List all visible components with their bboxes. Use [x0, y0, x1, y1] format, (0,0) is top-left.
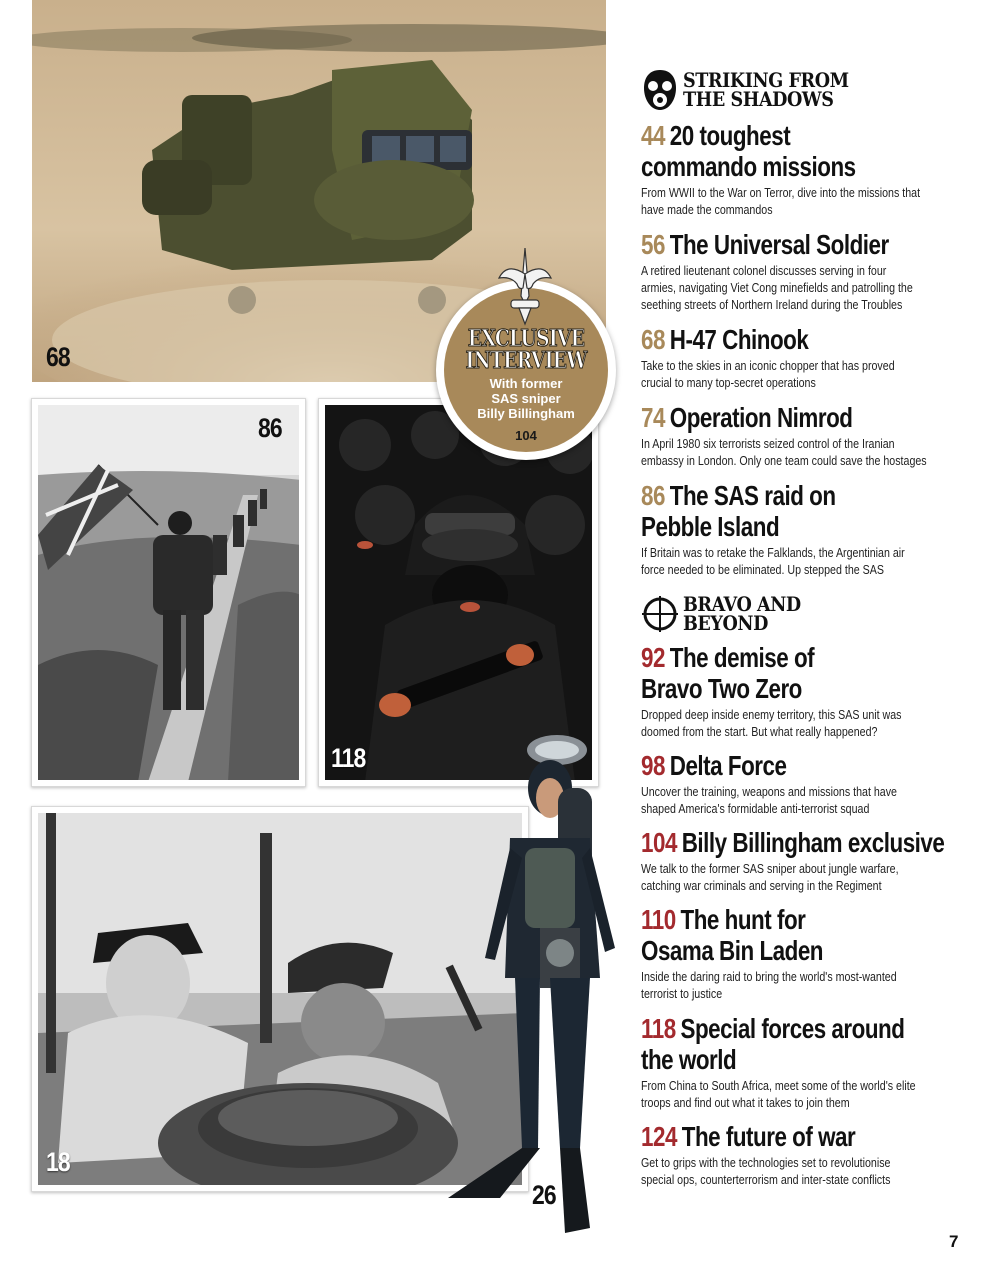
section-title-line2: THE SHADOWS [683, 87, 834, 111]
badge-subtitle [444, 376, 608, 421]
entry-title [641, 229, 937, 260]
entry-description [641, 1077, 940, 1111]
entry-description [641, 435, 940, 469]
entry-desc-line2: crucial to many top-secret operations [641, 375, 816, 390]
entry-title [641, 402, 937, 433]
contents-entry[interactable] [641, 402, 941, 469]
entry-desc-line2: catching war criminals and serving in the Regiment [641, 878, 882, 893]
entry-description [641, 968, 940, 1002]
entry-desc-line1: Inside the daring raid to bring the world's most-wanted [641, 969, 897, 984]
section-title-line2: BEYOND [683, 611, 768, 635]
badge-sub-line2: SAS sniper [491, 391, 561, 406]
entry-desc-line1: Uncover the training, weapons and missions that have [641, 784, 897, 799]
churchill-page-number: 18 [46, 1147, 70, 1177]
entry-desc-line1: From China to South Africa, meet some of the world's elite [641, 1078, 916, 1093]
entry-title-line1: Operation Nimrod [669, 402, 853, 433]
entry-description [641, 357, 940, 391]
diver-page-number: 26 [532, 1180, 556, 1210]
entry-title-line1: H-47 Chinook [669, 324, 809, 355]
entry-page-number: 110 [641, 904, 676, 935]
entry-title [641, 750, 937, 781]
entry-title-line1: Delta Force [669, 750, 787, 781]
entry-title-line1: Billy Billingham exclusive [681, 827, 945, 858]
contents-entry[interactable] [641, 229, 941, 313]
entry-desc-line1: From WWII to the War on Terror, dive into the missions that [641, 185, 921, 200]
entry-title [641, 120, 937, 182]
contents-entry[interactable] [641, 324, 941, 391]
entry-desc-line2: special ops, counterterrorism and inter-state conflicts [641, 1172, 891, 1187]
entry-description [641, 860, 940, 894]
sas-winged-dagger-icon [497, 244, 553, 328]
entry-desc-line1: If Britain was to retake the Falklands, the Argentinian air [641, 545, 905, 560]
badge-sub-line3: Billy Billingham [477, 406, 575, 421]
entry-page-number: 104 [641, 827, 677, 858]
diver-figure-image [440, 728, 640, 1233]
entry-desc-line3: seething streets of Northern Ireland during the Troubles [641, 297, 903, 312]
entry-page-number: 86 [641, 480, 665, 511]
entry-title-line1: The hunt for [680, 904, 806, 935]
falklands-march-image [38, 405, 299, 780]
entry-page-number: 44 [641, 120, 665, 151]
entry-title-line2: the world [641, 1044, 737, 1075]
falklands-page-number: 86 [258, 413, 282, 443]
entry-page-number: 56 [641, 229, 665, 260]
section-title [683, 592, 801, 635]
entry-title-line1: 20 toughest [669, 120, 791, 151]
entry-title-line2: commando missions [641, 151, 856, 182]
contents-entry[interactable] [641, 120, 941, 218]
entry-desc-line2: shaped America's formidable anti-terrorist squad [641, 801, 870, 816]
entry-description [641, 706, 940, 740]
entry-title-line2: Osama Bin Laden [641, 935, 824, 966]
entry-description [641, 1154, 940, 1188]
entry-desc-line1: Dropped deep inside enemy territory, this SAS unit was [641, 707, 902, 722]
badge-title-line1: EXCLUSIVE [467, 325, 585, 352]
contents-entry[interactable] [641, 904, 941, 1002]
chinook-page-number: 68 [46, 342, 70, 372]
entry-title-line1: The future of war [681, 1121, 856, 1152]
entry-desc-line1: A retired lieutenant colonel discusses serving in four [641, 263, 887, 278]
entry-title [641, 642, 937, 704]
special-forces-image [325, 405, 592, 780]
entry-title [641, 1013, 937, 1075]
entry-title [641, 1121, 937, 1152]
contents-entry[interactable] [641, 642, 941, 740]
contents-entry[interactable] [641, 1121, 941, 1188]
entry-title [641, 827, 945, 858]
entry-description [641, 544, 940, 578]
section-title [683, 68, 849, 111]
contents-entry[interactable] [641, 827, 945, 894]
badge-title-line2: INTERVIEW [465, 347, 587, 374]
entry-page-number: 124 [641, 1121, 677, 1152]
entry-title-line2: Bravo Two Zero [641, 673, 802, 704]
entry-desc-line1: Take to the skies in an iconic chopper that has proved [641, 358, 895, 373]
entry-desc-line2: troops and find out what it takes to join them [641, 1095, 850, 1110]
badge-page-number: 104 [515, 428, 537, 443]
entry-title-line1: The SAS raid on [669, 480, 836, 511]
entry-title [641, 904, 937, 966]
entry-desc-line2: have made the commandos [641, 202, 773, 217]
entry-page-number: 98 [641, 750, 665, 781]
entry-desc-line1: We talk to the former SAS sniper about jungle warfare, [641, 861, 899, 876]
entry-page-number: 74 [641, 402, 665, 433]
badge-title [459, 325, 593, 374]
entry-page-number: 68 [641, 324, 665, 355]
entry-page-number: 118 [641, 1013, 676, 1044]
entry-title-line2: Pebble Island [641, 511, 780, 542]
contents-entry[interactable] [641, 750, 941, 817]
contents-entry[interactable] [641, 1013, 941, 1111]
section-title-line1: BRAVO AND [683, 592, 801, 616]
entry-page-number: 92 [641, 642, 665, 673]
entry-desc-line1: In April 1980 six terrorists seized control of the Iranian [641, 436, 895, 451]
gas-mask-icon [641, 68, 679, 112]
entry-description [641, 184, 940, 218]
entry-desc-line2: embassy in London. Only one team could save the hostages [641, 453, 927, 468]
section-striking-from-the-shadows [641, 68, 871, 112]
page-folio-number: 7 [949, 1232, 959, 1251]
entry-title-line1: The Universal Soldier [669, 229, 889, 260]
entry-title-line1: The demise of [669, 642, 815, 673]
entry-title [641, 324, 937, 355]
entry-desc-line2: armies, navigating Viet Cong minefields and patrolling the [641, 280, 913, 295]
section-title-line1: STRIKING FROM [683, 68, 849, 92]
entry-title [641, 480, 937, 542]
section-bravo-and-beyond [641, 592, 817, 636]
entry-description [641, 783, 940, 817]
falklands-photo [31, 398, 306, 787]
crosshair-icon [641, 592, 679, 636]
contents-entry[interactable] [641, 480, 941, 578]
special-forces-page-number: 118 [331, 743, 366, 773]
entry-desc-line2: force needed to be eliminated. Up stepped the SAS [641, 562, 884, 577]
entry-title-line1: Special forces around [680, 1013, 905, 1044]
entry-desc-line2: doomed from the start. But what really happened? [641, 724, 878, 739]
entry-desc-line2: terrorist to justice [641, 986, 723, 1001]
badge-sub-line1: With former [489, 376, 563, 391]
entry-description [641, 262, 940, 313]
entry-desc-line1: Get to grips with the technologies set to revolutionise [641, 1155, 891, 1170]
